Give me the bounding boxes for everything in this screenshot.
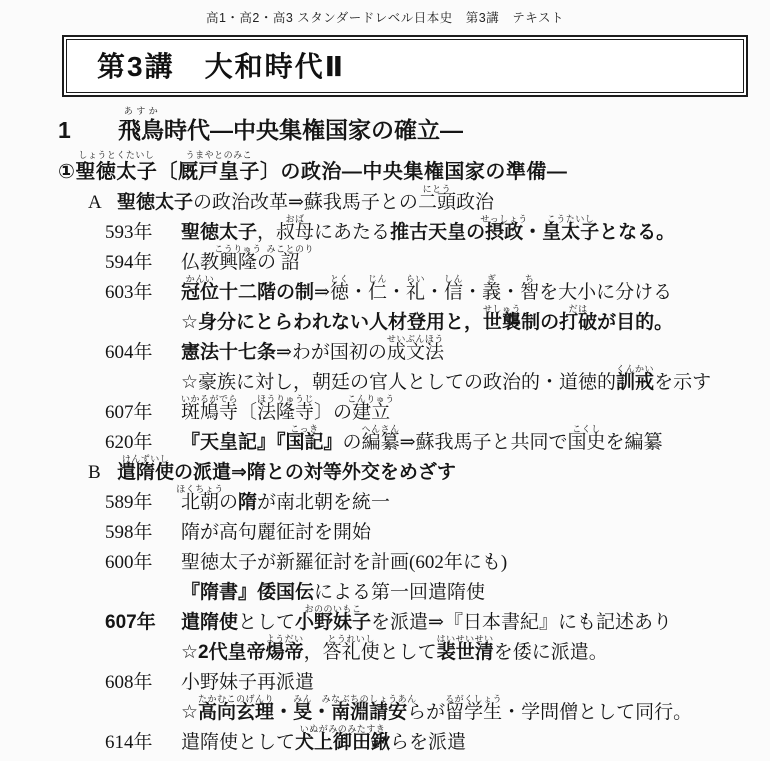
furigana: るがくしょう xyxy=(445,694,503,704)
text-segment: ☆ xyxy=(181,702,199,723)
text-segment: の政治改革⇒蘇我馬子との xyxy=(193,192,418,213)
ruby-annotated-text: ぎ 義 xyxy=(482,274,502,303)
block-b xyxy=(0,455,770,755)
text-segment: として xyxy=(238,612,296,633)
furigana: こうりゅう xyxy=(214,244,262,254)
furigana: しょうとくたいし xyxy=(78,150,155,160)
text-segment: 仏教 xyxy=(181,252,220,273)
text-segment: 憲法十七条 xyxy=(181,342,277,363)
ruby-annotated-text: みなぶちのしょうあん 南淵請安 xyxy=(321,694,417,723)
ruby-annotated-text: おば 叔母 xyxy=(276,214,315,243)
furigana: とうれいし xyxy=(327,634,375,644)
furigana: へんさん xyxy=(361,424,400,434)
timeline-row xyxy=(0,515,770,545)
ruby-annotated-text: にとう 二頭 xyxy=(417,184,456,213)
text-segment: を示す xyxy=(654,372,712,393)
text-segment: 』 xyxy=(323,432,343,453)
furigana: かんい xyxy=(185,274,215,284)
ruby-annotated-text: しょうとくたいし 聖徳太子 xyxy=(75,150,158,183)
row-content xyxy=(181,582,485,603)
furigana: けんずいし xyxy=(121,454,170,464)
furigana: ほくちょう xyxy=(176,484,224,494)
furigana: いかるがでら xyxy=(180,394,239,404)
text-segment: が目的。 xyxy=(597,312,674,333)
row-content xyxy=(181,552,507,573)
text-segment: 聖徳太子が新羅征討を計画(602年にも) xyxy=(181,552,508,573)
ruby-annotated-text: ち 智 xyxy=(520,274,540,303)
ruby-annotated-text: ようだい 煬帝 xyxy=(265,634,304,663)
timeline-row xyxy=(0,575,770,605)
furigana: らい xyxy=(406,274,426,284)
ruby-annotated-text: しん 信 xyxy=(444,274,464,303)
text-segment: による第一回遣隋使 xyxy=(314,582,486,603)
ruby-annotated-text: とうれいし 答礼使 xyxy=(322,634,380,663)
timeline-row xyxy=(0,425,770,455)
furigana: だは xyxy=(568,304,588,314)
furigana: ほうりゅうじ xyxy=(257,394,315,404)
timeline-row xyxy=(0,335,770,365)
text-segment: 〕の xyxy=(314,402,353,423)
text-segment: として xyxy=(379,642,437,663)
text-segment: を編纂 xyxy=(605,432,663,453)
lesson-title-box-inner xyxy=(66,39,744,93)
year-label: 608年 xyxy=(105,672,153,693)
furigana: せっしょう xyxy=(480,214,528,224)
year-label: 594年 xyxy=(105,252,153,273)
timeline-row xyxy=(0,695,770,725)
text-segment: となる。 xyxy=(599,222,676,243)
text-segment: ⇒ xyxy=(314,282,330,303)
text-segment: が南北朝を統一 xyxy=(257,492,391,513)
furigana: うまやとのみこ xyxy=(185,150,253,160)
text-segment: らを派遣 xyxy=(390,732,467,753)
furigana: じん xyxy=(367,274,387,284)
timeline-row xyxy=(0,245,770,275)
text-segment: ・ xyxy=(312,702,332,723)
timeline-row xyxy=(0,635,770,665)
text-segment: ・ xyxy=(501,282,521,303)
furigana: おののいもこ xyxy=(304,604,362,614)
furigana: せしゅう xyxy=(483,304,522,314)
block-a-heading xyxy=(117,184,494,213)
timeline-row xyxy=(0,215,770,245)
ruby-annotated-text: うまやとのみこ 厩戸皇子 xyxy=(177,150,260,183)
block-a xyxy=(0,185,770,455)
row-content xyxy=(181,334,444,363)
timeline-row xyxy=(0,365,770,395)
ruby-annotated-text: いかるがでら 斑鳩寺 xyxy=(180,394,239,423)
furigana: こくし xyxy=(572,424,601,434)
furigana: みん xyxy=(293,694,313,704)
timeline-row xyxy=(0,395,770,425)
row-content xyxy=(180,394,395,423)
timeline-row xyxy=(0,605,770,635)
text-segment: を派遣⇒『日本書紀』にも記述あり xyxy=(371,612,672,633)
subsection-heading xyxy=(58,151,770,185)
ruby-annotated-text: せっしょう 摂政 xyxy=(480,214,528,243)
section-heading-row xyxy=(58,107,770,147)
furigana: しん xyxy=(444,274,464,284)
block-b-heading xyxy=(117,454,456,483)
block-b-heading-row xyxy=(88,455,770,485)
ruby-annotated-text: くんかい 訓戒 xyxy=(616,364,655,393)
text-segment: ① xyxy=(58,161,76,183)
text-segment: の派遣⇒隋との対等外交をめざす xyxy=(174,462,456,483)
row-content xyxy=(181,274,673,303)
textbook-page xyxy=(0,8,770,755)
ruby-annotated-text: みん 旻 xyxy=(293,694,313,723)
text-segment: ・ xyxy=(387,282,407,303)
furigana: とく xyxy=(329,274,349,284)
text-segment: 政治 xyxy=(455,192,494,213)
furigana: みことのり xyxy=(266,244,315,254)
ruby-annotated-text: こっき 国記 xyxy=(285,424,324,453)
furigana: ち xyxy=(524,274,535,284)
text-segment: の xyxy=(219,492,239,513)
furigana: こんりゅう xyxy=(347,394,395,404)
text-segment: 小野妹子再派遣 xyxy=(181,672,315,693)
text-segment: ・ xyxy=(274,702,294,723)
text-segment: ， xyxy=(257,222,277,243)
ruby-annotated-text: けんずいし 遣隋使 xyxy=(117,454,175,483)
year-label: 593年 xyxy=(105,222,153,243)
furigana: はいせいせい xyxy=(436,634,494,644)
row-content xyxy=(181,522,371,543)
year-label: 589年 xyxy=(105,492,153,513)
row-content xyxy=(181,604,672,633)
text-segment: 『天皇記』『 xyxy=(181,432,286,453)
year-label: 603年 xyxy=(105,282,153,303)
year-label: 607年 xyxy=(105,402,153,423)
year-label: 604年 xyxy=(105,342,153,363)
furigana: あ す か xyxy=(123,106,159,116)
text-segment: ☆豪族に対し，朝廷の官人としての政治的・道徳的 xyxy=(181,372,617,393)
text-segment: ☆ xyxy=(181,642,199,663)
year-label: 614年 xyxy=(105,732,153,753)
ruby-annotated-text: るがくしょう 留学生 xyxy=(445,694,503,723)
text-segment: ・学問僧として同行。 xyxy=(502,702,693,723)
ruby-annotated-text: たかむこのげんり 高向玄理 xyxy=(198,694,275,723)
furigana: くんかい xyxy=(616,364,655,374)
ruby-annotated-text: せいぶんほう 成文法 xyxy=(386,334,444,363)
text-segment: ・ xyxy=(523,222,543,243)
ruby-annotated-text: みことのり 詔 xyxy=(266,244,315,273)
text-segment: らが xyxy=(407,702,446,723)
text-segment: 〔 xyxy=(157,161,178,183)
ruby-annotated-text: こうたいし 皇太子 xyxy=(542,214,600,243)
year-label: 607年 xyxy=(105,612,156,633)
text-segment: にあたる xyxy=(314,222,391,243)
text-segment: ⇒蘇我馬子と共同で xyxy=(399,432,568,453)
year-label: 620年 xyxy=(105,432,153,453)
row-content xyxy=(181,424,663,453)
ruby-annotated-text: だは 打破 xyxy=(559,304,598,333)
section-heading xyxy=(118,106,463,143)
furigana: こうたいし xyxy=(546,214,595,224)
block-b-timeline xyxy=(0,485,770,755)
furigana: たかむこのげんり xyxy=(198,694,275,704)
section-number: 1 xyxy=(58,117,71,143)
ruby-annotated-text: いぬがみのみたすき 犬上御田鍬 xyxy=(295,724,391,753)
text-segment: 隋 xyxy=(238,492,258,513)
text-segment: の xyxy=(257,252,281,273)
text-segment: 〕の政治―中央集権国家の準備― xyxy=(259,161,568,183)
timeline-row xyxy=(0,665,770,695)
row-content xyxy=(181,304,674,333)
block-a-timeline xyxy=(0,215,770,455)
ruby-annotated-text: とく 徳 xyxy=(329,274,349,303)
page-header-text: 高1・高2・高3 スタンダードレベル日本史 第3講 テキスト xyxy=(205,11,565,25)
ruby-annotated-text: じん 仁 xyxy=(367,274,387,303)
lesson-title-box xyxy=(62,35,748,97)
row-content xyxy=(181,364,712,393)
text-segment: 制の xyxy=(521,312,560,333)
row-content xyxy=(176,484,391,513)
furigana: ようだい xyxy=(265,634,304,644)
ruby-annotated-text: はいせいせい 裴世清 xyxy=(436,634,494,663)
text-segment: 〔 xyxy=(238,402,258,423)
row-content xyxy=(181,724,467,753)
row-content xyxy=(181,634,608,663)
text-segment: を倭に派遣。 xyxy=(493,642,608,663)
ruby-annotated-text: ほくちょう 北朝 xyxy=(176,484,224,513)
text-segment: の xyxy=(342,432,362,453)
text-segment: 『隋書』倭国伝 xyxy=(181,582,315,603)
furigana: こっき xyxy=(290,424,319,434)
text-segment: 遣隋使として xyxy=(181,732,296,753)
text-segment: 2代皇帝 xyxy=(198,642,266,663)
lesson-title: 第3講 大和時代Ⅱ xyxy=(97,51,346,82)
year-label: 598年 xyxy=(105,522,153,543)
ruby-annotated-text: こうりゅう 興隆 xyxy=(214,244,262,273)
furigana: にとう xyxy=(422,184,452,194)
ruby-annotated-text: へんさん 編纂 xyxy=(361,424,400,453)
ruby-annotated-text: ほうりゅうじ 法隆寺 xyxy=(257,394,315,423)
year-label: 600年 xyxy=(105,552,153,573)
row-content xyxy=(181,672,314,693)
ruby-annotated-text: おののいもこ 小野妹子 xyxy=(295,604,372,633)
furigana: いぬがみのみたすき xyxy=(299,724,386,734)
timeline-row xyxy=(0,275,770,305)
block-b-label: B xyxy=(88,462,101,483)
ruby-annotated-text: こくし 国史 xyxy=(567,424,606,453)
furigana: みなぶちのしょうあん xyxy=(321,694,417,704)
timeline-row xyxy=(0,545,770,575)
text-segment: 聖徳太子 xyxy=(117,192,194,213)
text-segment: ・ xyxy=(463,282,483,303)
text-segment: 時代―中央集権国家の確立― xyxy=(164,117,463,143)
ruby-annotated-text: こんりゅう 建立 xyxy=(347,394,395,423)
text-segment: 遣隋使 xyxy=(181,612,239,633)
text-segment: 十二階の制 xyxy=(219,282,315,303)
block-a-label: A xyxy=(88,192,102,213)
text-segment: ⇒わが国初の xyxy=(276,342,387,363)
row-content xyxy=(181,244,315,273)
text-segment: 聖徳太子 xyxy=(181,222,258,243)
ruby-annotated-text: かんい 冠位 xyxy=(181,274,220,303)
furigana: おば xyxy=(285,214,305,224)
text-segment: 隋が高句麗征討を開始 xyxy=(181,522,372,543)
furigana: せいぶんほう xyxy=(386,334,444,344)
timeline-row xyxy=(0,725,770,755)
timeline-row xyxy=(0,485,770,515)
text-segment: を大小に分ける xyxy=(539,282,673,303)
ruby-annotated-text: せしゅう 世襲 xyxy=(483,304,522,333)
ruby-annotated-text: らい 礼 xyxy=(406,274,426,303)
text-segment: 推古天皇の xyxy=(390,222,486,243)
text-segment: ， xyxy=(303,642,323,663)
text-segment: ・ xyxy=(425,282,445,303)
text-segment: ・ xyxy=(348,282,368,303)
ruby-annotated-text: あ す か 飛鳥 xyxy=(118,106,164,143)
row-content xyxy=(181,214,676,243)
text-segment: ☆身分にとらわれない人材登用と， xyxy=(181,312,484,333)
furigana: ぎ xyxy=(486,274,497,284)
row-content xyxy=(181,694,693,723)
